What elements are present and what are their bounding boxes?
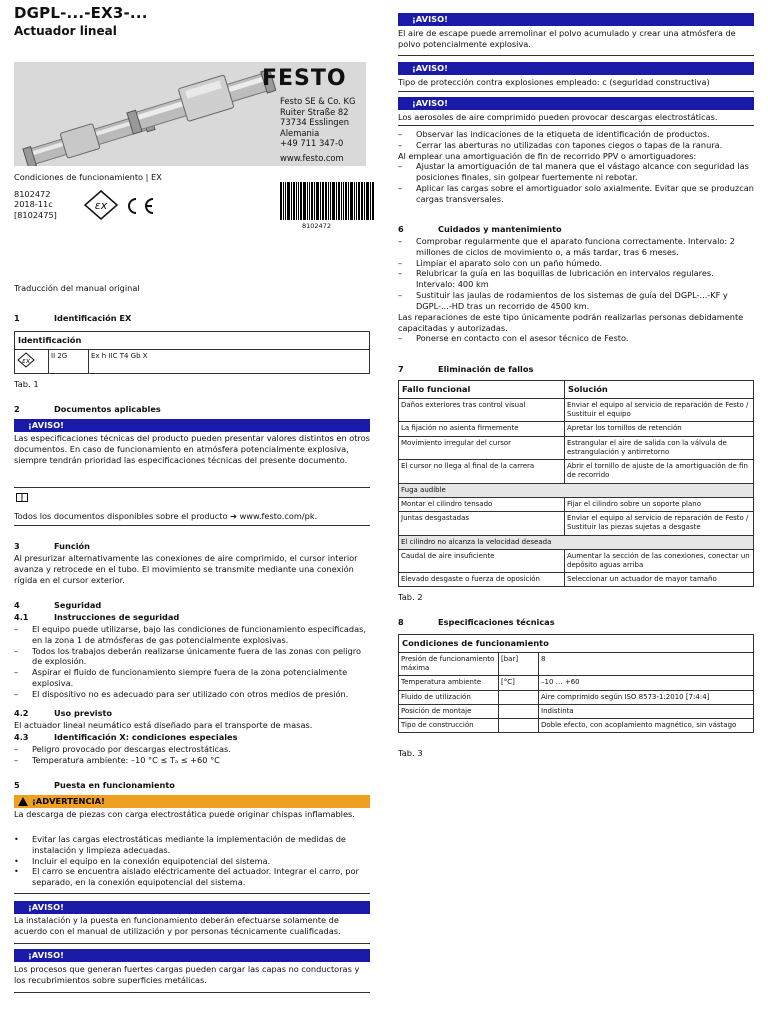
section-number: 7 (398, 364, 404, 374)
divider (398, 55, 754, 56)
special-conditions-list (14, 744, 370, 766)
section-5-heading (14, 780, 370, 791)
safety-list (14, 624, 370, 700)
list-item: – Observar las indicaciones de la etiqueta de identificación de productos. (398, 129, 710, 139)
list-item: – Peligro provocado por descargas electrostáticas. (14, 744, 231, 754)
barcode-bar (354, 182, 355, 220)
notice-body: El aire de escape puede arremolinar el polvo acumulado y crear una atmósfera de polvo potencialmente explosiva. (398, 28, 736, 49)
barcode (280, 182, 375, 220)
table-row (399, 652, 754, 675)
spec-name-cell: Posición de montaje (399, 704, 499, 718)
barcode-bar (283, 182, 284, 220)
list-item: – Aspirar el fluido de funcionamiento siempre fuera de la zona potencialmente explosiva. (14, 667, 370, 689)
barcode-bar (332, 182, 335, 220)
fault-cell: Juntas desgastadas (399, 512, 565, 535)
table-header: Identificación (15, 332, 370, 350)
notice-body: Los aerosoles de aire comprimido pueden provocar descargas electrostáticas. (398, 112, 718, 122)
barcode-bar (291, 182, 292, 220)
fault-group-cell: Fuga audible (399, 483, 754, 497)
fault-cell: Movimiento irregular del cursor (399, 436, 565, 459)
table-row (399, 497, 754, 511)
barcode-bar (361, 182, 363, 220)
divider (14, 943, 370, 944)
barcode-bar (293, 182, 295, 220)
barcode-bar (300, 182, 302, 220)
section-2-heading (14, 404, 370, 415)
section-body: Al presurizar alternativamente las conexiones de aire comprimido, el cursor interior avanza y retrocede en el tubo. El movimiento se transmite mediante una conexión rígida en el cursor exterior. (14, 553, 358, 585)
spec-value-cell: Indistinta (539, 704, 754, 718)
doc-ids (14, 189, 57, 220)
section-title: Puesta en funcionamiento (54, 780, 175, 790)
document-title: DGPL-...-EX3-... (14, 4, 148, 22)
list-item: – El equipo puede utilizarse, bajo las condiciones de funcionamiento especificadas, en la zona 1 de atmósferas de gas potencialmente explosivas. (14, 624, 370, 646)
solution-cell: Apretar los tornillos de retención (565, 422, 754, 436)
list-item-text: Comprobar regularmente que el aparato funciona correctamente. Intervalo: 2 millones de ciclos de movimiento o, a más tardar, tras 6 meses. (416, 236, 735, 257)
notice-bar: ¡AVISO! (14, 419, 370, 432)
fault-cell: El cursor no llega al final de la carrera (399, 460, 565, 483)
barcode-bar (314, 182, 315, 220)
fault-cell: La fijación no asienta firmemente (399, 422, 565, 436)
spec-unit-cell (499, 704, 539, 718)
notice-body: Tipo de protección contra explosiones empleado: c (seguridad constructiva) (398, 77, 710, 87)
list-item-text: Sustituir las jaulas de rodamientos de los sistemas de guía del DGPL-...-KF y DGPL-...-HD tras un recorrido de 4500 km. (416, 290, 728, 311)
svg-text:εx: εx (22, 356, 30, 365)
section-title: Especificaciones técnicas (438, 617, 555, 627)
barcode-bar (325, 182, 327, 220)
divider (398, 125, 754, 126)
barcode-bar (338, 182, 340, 220)
section-8-heading (398, 617, 754, 628)
barcode-bar (372, 182, 374, 220)
section-title: Instrucciones de seguridad (54, 612, 180, 622)
list-item-text: Evitar las cargas electrostáticas mediante la implementación de medidas de instalación y limpieza adecuadas. (32, 834, 346, 855)
address-line: Alemania (280, 127, 320, 138)
barcode-bar (285, 182, 286, 220)
list-item: – Todos los trabajos deberán realizarse únicamente fuera de las zonas con peligro de explosión. (14, 646, 370, 668)
barcode-bar (316, 182, 319, 220)
section-title: Función (54, 541, 90, 551)
spec-name-cell: Tipo de construcción (399, 719, 499, 733)
list-item: – Ajustar la amortiguación de tal manera que el vástago alcance con seguridad las posiciones finales, sin golpear fuertemente ni rebotar. (398, 161, 754, 183)
barcode-bar (366, 182, 369, 220)
svg-text:εx: εx (94, 199, 108, 212)
section-number: 4.2 (14, 708, 29, 718)
list-item: – Relubricar la guía en las boquillas de lubricación en intervalos regulares. Intervalo: 400 km (398, 268, 754, 290)
table-row (15, 349, 370, 373)
ex-code-cell: Ex h IIC T4 Gb X (89, 349, 370, 373)
notice-bar: ¡AVISO! (14, 949, 370, 962)
section-7-heading (398, 364, 754, 375)
list-item-text: El carro se encuentra aislado eléctricamente del actuador. Integrar el carro, por separado, en la conexión equipotencial del sistema. (32, 866, 359, 888)
address-line: +49 711 347-0 (280, 138, 344, 148)
section-title: Documentos aplicables (54, 404, 161, 414)
section-title: Identificación EX (54, 313, 132, 323)
notice-body: La instalación y la puesta en funcionamiento deberán efectuarse solamente de acuerdo con el manual de utilización y por personas técnicamente cualificadas. (14, 915, 341, 936)
doc-number-alt: [8102475] (14, 209, 57, 220)
document-subtitle: Actuador lineal (14, 24, 117, 38)
divider (14, 893, 370, 894)
ex-mark-icon (84, 190, 118, 220)
barcode-bar (307, 182, 308, 220)
documents-link-line[interactable]: Todos los documentos disponibles sobre el producto ➔ www.festo.com/pk. (14, 511, 318, 521)
solution-cell: Enviar el equipo al servicio de reparación de Festo / Sustituir el equipo (565, 398, 754, 421)
spec-unit-cell: [bar] (499, 652, 539, 675)
section-4-heading (14, 600, 370, 611)
barcode-bar (336, 182, 337, 220)
ex-identification-table (14, 331, 370, 374)
list-item: – Limpiar el aparato solo con un paño húmedo. (398, 257, 603, 268)
spec-name-cell: Fluido de utilización (399, 690, 499, 704)
translation-note: Traducción del manual original (14, 283, 140, 293)
table-row (399, 483, 754, 497)
address-line: Ruiter Straße 82 (280, 106, 349, 117)
barcode-bar (330, 182, 331, 220)
spec-value-cell: 8 (539, 652, 754, 675)
table-header: Condiciones de funcionamiento (399, 635, 754, 653)
address-line: 73734 Esslingen (280, 117, 350, 127)
barcode-bar (358, 182, 360, 220)
section-3-heading (14, 541, 370, 552)
spec-name-cell: Temperatura ambiente (399, 676, 499, 690)
table-row (399, 398, 754, 421)
barcode-bar (356, 182, 357, 220)
ce-mark-icon (120, 196, 160, 216)
divider (398, 91, 754, 92)
doc-number: 8102472 (14, 189, 51, 199)
ex-group-cell: II 2G (49, 349, 89, 373)
spec-value-cell: Aire comprimido según ISO 8573-1:2010 [7:4:4] (539, 690, 754, 704)
table-row (399, 535, 754, 549)
barcode-bar (303, 182, 306, 220)
section-number: 4 (14, 600, 20, 610)
section-4-2-heading (14, 708, 370, 719)
list-item-text: Aplicar las cargas sobre el amortiguador solo axialmente. Evitar que se produzcan cargas transversales. (416, 183, 754, 204)
barcode-bar (364, 182, 365, 220)
list-item-text: Incluir el equipo en la conexión equipotencial del sistema. (32, 855, 271, 866)
barcode-bar (280, 182, 282, 220)
fault-cell: Montar el cilindro tensado (399, 497, 565, 511)
table-header: Fallo funcional (399, 381, 565, 399)
table-caption: Tab. 3 (398, 748, 423, 758)
section-body: El actuador lineal neumático está diseñado para el transporte de masas. (14, 720, 313, 730)
table-row (399, 549, 754, 572)
list-item: – Ponerse en contacto con el asesor técnico de Festo. (398, 333, 629, 344)
doc-type: Condiciones de funcionamiento | EX (14, 172, 162, 182)
section-1-heading (14, 313, 370, 324)
table-row (399, 422, 754, 436)
instruction-list (398, 129, 754, 205)
notice-bar: ¡AVISO! (398, 62, 754, 75)
barcode-bar (350, 182, 353, 220)
divider (14, 992, 370, 993)
maintenance-list (398, 236, 754, 344)
divider (14, 525, 370, 526)
spec-name-cell: Presión de funcionamiento máxima (399, 652, 499, 675)
spec-unit-cell: [°C] (499, 676, 539, 690)
barcode-bar (370, 182, 371, 220)
list-item-text: Observar las indicaciones de la etiqueta de identificación de productos. (416, 129, 710, 139)
list-item-text: Aspirar el fluido de funcionamiento siempre fuera de la zona potencialmente explosiva. (32, 667, 348, 689)
festo-logo: FESTO (262, 66, 347, 91)
section-body: Las reparaciones de este tipo únicamente podrán realizarlas personas debidamente capacitadas y autorizadas. (398, 311, 744, 333)
divider (14, 487, 370, 488)
warning-triangle-icon (18, 797, 28, 806)
table-header: Solución (565, 381, 754, 399)
notice-bar: ¡AVISO! (14, 901, 370, 914)
table-caption: Tab. 2 (398, 592, 423, 602)
ex-mark-icon (17, 352, 35, 368)
spec-value-cell: Doble efecto, con acoplamiento magnético, sin vástago (539, 719, 754, 733)
barcode-bar (309, 182, 310, 220)
solution-cell: Estrangular el aire de salida con la válvula de estrangulación y antirretorno (565, 436, 754, 459)
list-item: – Aplicar las cargas sobre el amortiguador solo axialmente. Evitar que se produzcan cargas transversales. (398, 183, 754, 204)
notice-body: Los procesos que generan fuertes cargas pueden cargar las capas no conductoras y los recubrimientos sobre superficies metálicas. (14, 964, 360, 985)
notice-body: Las especificaciones técnicas del producto pueden presentar valores distintos en otros documentos. En caso de funcionamiento en atmósfera potencialmente explosiva, siempre tendrán prioridad las especificaciones técnicas del presente documento. (14, 433, 370, 465)
ppv-line: Al emplear una amortiguación de fin de recorrido PPV o amortiguadores: (398, 150, 697, 161)
solution-cell: Aumentar la sección de las conexiones, conectar un depósito aguas arriba (565, 549, 754, 572)
list-item: • Incluir el equipo en la conexión equipotencial del sistema. (14, 855, 271, 866)
list-item-text: Relubricar la guía en las boquillas de lubricación en intervalos regulares. Intervalo: 400 km (416, 268, 714, 290)
list-item-text: Limpiar el aparato solo con un paño húmedo. (416, 257, 603, 268)
list-item: – Cerrar las aberturas no utilizadas con tapones ciegos o tapas de la ranura. (398, 139, 723, 150)
product-hero-panel (14, 62, 366, 166)
list-item: – Sustituir las jaulas de rodamientos de los sistemas de guía del DGPL-...-KF y DGPL-...-HD tras un recorrido de 4500 km. (398, 290, 754, 312)
list-item-text: Cerrar las aberturas no utilizadas con tapones ciegos o tapas de la ranura. (416, 139, 723, 150)
section-title: Seguridad (54, 600, 102, 610)
list-item-text: Todos los trabajos deberán realizarse únicamente fuera de las zonas con peligro de explosión. (32, 645, 362, 667)
fault-group-cell: El cilindro no alcanza la velocidad deseada (399, 535, 754, 549)
manual-book-icon (16, 493, 28, 502)
warning-bar (14, 795, 370, 808)
list-item: – Comprobar regularmente que el aparato funciona correctamente. Intervalo: 2 millones de ciclos de movimiento o, a más tardar, tras 6 meses. (398, 236, 754, 258)
barcode-bar (320, 182, 321, 220)
barcode-bar (287, 182, 290, 220)
notice-bar: ¡AVISO! (398, 97, 754, 110)
barcode-bar (328, 182, 329, 220)
solution-cell: Seleccionar un actuador de mayor tamaño (565, 573, 754, 587)
section-4-1-heading (14, 612, 370, 623)
notice-bar: ¡AVISO! (398, 13, 754, 26)
section-6-heading (398, 224, 754, 235)
table-row (399, 460, 754, 483)
section-title: Identificación X: condiciones especiales (54, 732, 238, 742)
list-item: – El dispositivo no es adecuado para ser utilizado con otros medios de presión. (14, 688, 349, 699)
solution-cell: Fijar el cilindro sobre un soporte plano (565, 497, 754, 511)
barcode-bar (343, 182, 344, 220)
barcode-bar (348, 182, 349, 220)
table-caption: Tab. 1 (14, 379, 39, 389)
barcode-bar (341, 182, 342, 220)
address-line: Festo SE & Co. KG (280, 96, 356, 106)
section-title: Cuidados y mantenimiento (438, 224, 562, 234)
section-title: Eliminación de fallos (438, 364, 534, 374)
table-row (399, 704, 754, 718)
solution-cell: Abrir el tornillo de ajuste de la amortiguación de fin de recorrido (565, 460, 754, 483)
section-number: 1 (14, 313, 20, 323)
barcode-bar (298, 182, 299, 220)
list-item-text: Ajustar la amortiguación de tal manera que el vástago alcance con seguridad las posiciones finales, sin golpear fuertemente ni rebotar. (416, 161, 749, 183)
section-number: 6 (398, 224, 404, 234)
list-item-text: Ponerse en contacto con el asesor técnico de Festo. (416, 333, 629, 344)
list-item: – Temperatura ambiente: –10 °C ≤ Tₐ ≤ +60 °C (14, 754, 220, 765)
section-number: 5 (14, 780, 20, 790)
section-number: 2 (14, 404, 20, 414)
barcode-bar (322, 182, 324, 220)
list-item: • Evitar las cargas electrostáticas mediante la implementación de medidas de instalación y limpieza adecuadas. (14, 834, 370, 856)
section-number: 4.1 (14, 612, 29, 622)
barcode-number: 8102472 (302, 222, 331, 230)
fault-cell: Caudal de aire insuficiente (399, 549, 565, 572)
troubleshooting-table (398, 380, 754, 587)
section-number: 8 (398, 617, 404, 627)
barcode-bar (345, 182, 347, 220)
list-item: • El carro se encuentra aislado eléctricamente del actuador. Integrar el carro, por separado, en la conexión equipotencial del sistema. (14, 866, 370, 888)
table-row (399, 512, 754, 535)
table-row (399, 436, 754, 459)
list-item-text: Peligro provocado por descargas electrostáticas. (32, 744, 231, 754)
doc-version: 2018-11c (14, 199, 53, 210)
warning-body: La descarga de piezas con carga electrostática puede originar chispas inflamables. (14, 809, 355, 819)
spec-value-cell: –10 … +60 (539, 676, 754, 690)
warning-list (14, 834, 370, 888)
fault-cell: Daños exteriores tras control visual (399, 398, 565, 421)
section-number: 4.3 (14, 732, 29, 742)
table-row (399, 573, 754, 587)
table-row (399, 690, 754, 704)
ex-cell (15, 349, 49, 373)
list-item-text: El dispositivo no es adecuado para ser utilizado con otros medios de presión. (32, 688, 349, 699)
section-4-3-heading (14, 732, 370, 743)
table-row (399, 719, 754, 733)
barcode-bar (296, 182, 297, 220)
spec-unit-cell (499, 719, 539, 733)
technical-data-table (398, 634, 754, 733)
spec-unit-cell (499, 690, 539, 704)
list-item-text: Temperatura ambiente: –10 °C ≤ Tₐ ≤ +60 °C (32, 754, 220, 765)
fault-cell: Elevado desgaste o fuerza de oposición (399, 573, 565, 587)
company-website: www.festo.com (280, 153, 344, 163)
linear-actuator-image (14, 62, 276, 166)
table-row (399, 676, 754, 690)
company-address (280, 96, 356, 149)
list-item-text: El equipo puede utilizarse, bajo las condiciones de funcionamiento especificadas, en la zona 1 de atmósferas de gas potencialmente explosivas. (32, 624, 367, 645)
section-number: 3 (14, 541, 20, 551)
warning-label: ¡ADVERTENCIA! (32, 796, 105, 806)
section-title: Uso previsto (54, 708, 113, 718)
solution-cell: Enviar el equipo al servicio de reparación de Festo / Sustituir las piezas sujetas a desgaste (565, 512, 754, 535)
barcode-bar (311, 182, 313, 220)
